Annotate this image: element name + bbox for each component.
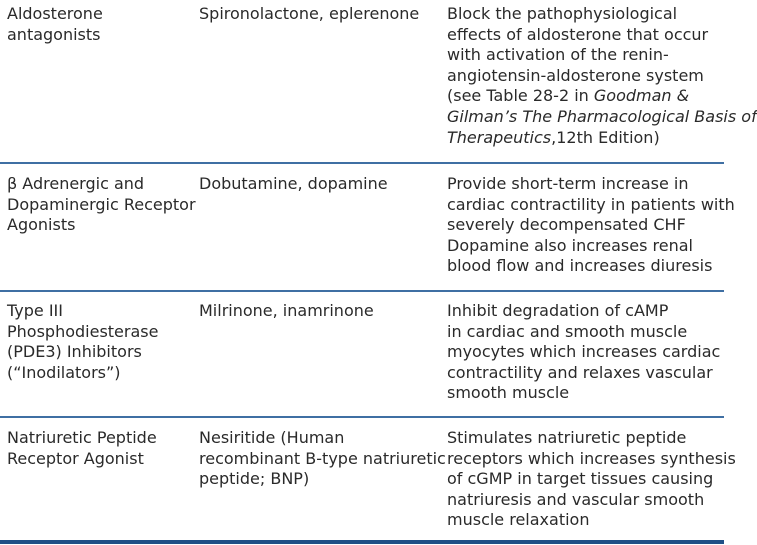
- agents-cell: Milrinone, inamrinone: [199, 301, 374, 320]
- drug-class-cell: Aldosterone antagonists: [7, 4, 103, 44]
- row-divider: [0, 290, 724, 292]
- drug-class-cell: Type III Phosphodiesterase (PDE3) Inhibitors (“Inodilators”): [7, 301, 159, 382]
- drug-class-cell: Natriuretic Peptide Receptor Agonist: [7, 428, 157, 468]
- table-bottom-rule: [0, 540, 724, 544]
- mechanism-cell: Inhibit degradation of cAMP in cardiac and smooth muscle myocytes which increases cardiac contractility and relaxes vascular smooth muscle: [447, 301, 721, 403]
- mechanism-cell: Block the pathophysiological effects of aldosterone that occur with activation of the renin- angiotensin-aldosterone system (see Table 28-2 in Goodman & Gilman’s The Pharmacological Basis of Therapeutics,12th Edition): [447, 4, 757, 147]
- mechanism-cell: Provide short-term increase in cardiac contractility in patients with severely decompensated CHF Dopamine also increases renal blood flow and increases diuresis: [447, 174, 735, 276]
- agents-cell: Nesiritide (Human recombinant B-type natriuretic peptide; BNP): [199, 428, 446, 489]
- row-divider: [0, 416, 724, 418]
- agents-cell: Dobutamine, dopamine: [199, 174, 388, 193]
- row-divider: [0, 162, 724, 164]
- mechanism-cell: Stimulates natriuretic peptide receptors which increases synthesis of cGMP in target tissues causing natriuresis and vascular smooth muscle relaxation: [447, 428, 736, 530]
- drug-class-cell: β Adrenergic and Dopaminergic Receptor Agonists: [7, 174, 196, 235]
- agents-cell: Spironolactone, eplerenone: [199, 4, 420, 23]
